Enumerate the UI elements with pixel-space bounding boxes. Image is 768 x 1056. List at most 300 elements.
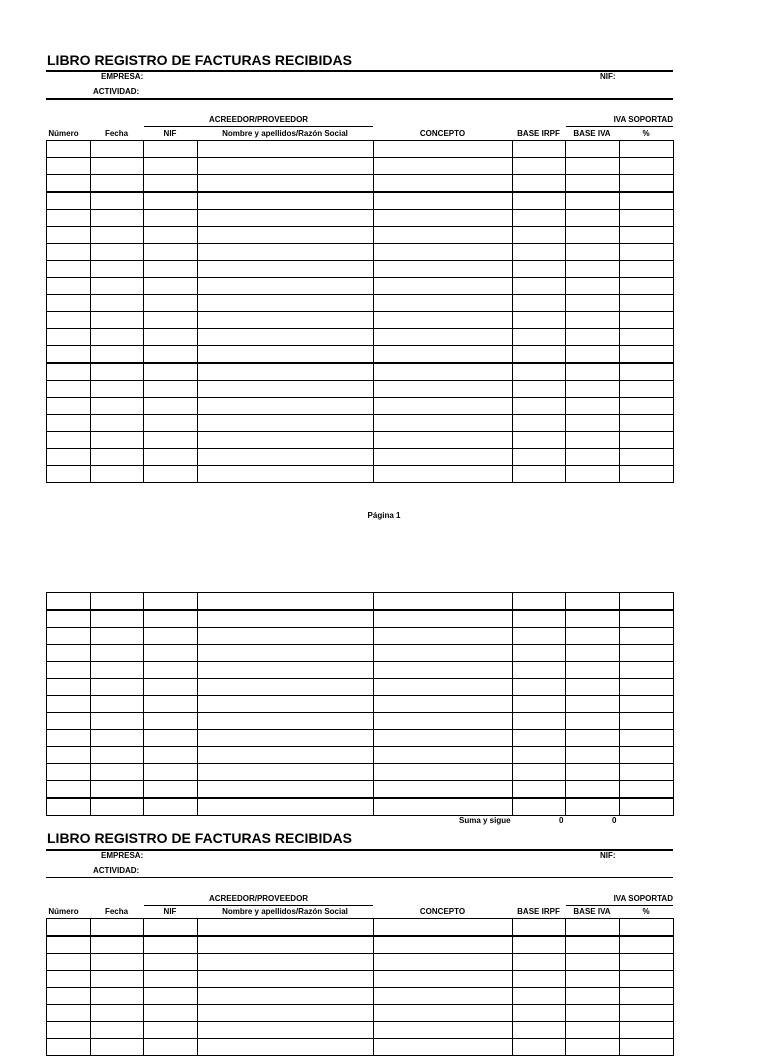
cell-base-iva[interactable] [566,415,620,432]
cell-concepto[interactable] [374,593,513,611]
cell-nif[interactable] [144,278,198,295]
cell-base-irpf[interactable] [513,227,566,244]
cell-fecha[interactable] [91,1022,144,1039]
cell-fecha[interactable] [91,415,144,432]
cell-numero[interactable] [47,628,91,645]
cell-nombre[interactable] [198,312,374,329]
cell-concepto[interactable] [374,244,513,261]
cell-nif[interactable] [144,192,198,210]
cell-nombre[interactable] [198,919,374,937]
cell-base-iva[interactable] [566,747,620,764]
cell-concepto[interactable] [374,312,513,329]
cell-base-irpf[interactable] [513,261,566,278]
cell-base-irpf[interactable] [513,244,566,261]
cell-percent[interactable] [620,346,674,364]
cell-base-irpf[interactable] [513,662,566,679]
cell-numero[interactable] [47,679,91,696]
cell-percent[interactable] [620,312,674,329]
cell-nombre[interactable] [198,398,374,415]
cell-base-irpf[interactable] [513,141,566,158]
cell-numero[interactable] [47,936,91,954]
cell-base-iva[interactable] [566,432,620,449]
cell-nombre[interactable] [198,610,374,628]
cell-concepto[interactable] [374,278,513,295]
cell-percent[interactable] [620,971,674,988]
cell-percent[interactable] [620,1039,674,1056]
cell-nif[interactable] [144,210,198,227]
cell-nombre[interactable] [198,1005,374,1022]
cell-base-iva[interactable] [566,278,620,295]
cell-nif[interactable] [144,449,198,466]
cell-numero[interactable] [47,381,91,398]
cell-fecha[interactable] [91,798,144,816]
cell-numero[interactable] [47,610,91,628]
cell-fecha[interactable] [91,278,144,295]
cell-fecha[interactable] [91,432,144,449]
cell-concepto[interactable] [374,295,513,312]
cell-nombre[interactable] [198,645,374,662]
cell-base-iva[interactable] [566,261,620,278]
cell-numero[interactable] [47,919,91,937]
cell-concepto[interactable] [374,662,513,679]
cell-fecha[interactable] [91,158,144,175]
cell-concepto[interactable] [374,781,513,799]
cell-numero[interactable] [47,312,91,329]
cell-numero[interactable] [47,415,91,432]
cell-fecha[interactable] [91,261,144,278]
cell-base-irpf[interactable] [513,432,566,449]
cell-base-iva[interactable] [566,936,620,954]
cell-base-irpf[interactable] [513,278,566,295]
cell-percent[interactable] [620,141,674,158]
cell-fecha[interactable] [91,295,144,312]
cell-nombre[interactable] [198,175,374,193]
cell-concepto[interactable] [374,645,513,662]
cell-nombre[interactable] [198,466,374,483]
cell-base-irpf[interactable] [513,1039,566,1056]
cell-nif[interactable] [144,610,198,628]
cell-fecha[interactable] [91,936,144,954]
cell-numero[interactable] [47,141,91,158]
cell-base-irpf[interactable] [513,610,566,628]
cell-concepto[interactable] [374,192,513,210]
cell-nif[interactable] [144,398,198,415]
cell-nombre[interactable] [198,432,374,449]
cell-nif[interactable] [144,730,198,747]
cell-base-iva[interactable] [566,466,620,483]
cell-nombre[interactable] [198,1022,374,1039]
cell-base-iva[interactable] [566,158,620,175]
cell-base-irpf[interactable] [513,730,566,747]
cell-base-iva[interactable] [566,610,620,628]
cell-percent[interactable] [620,610,674,628]
cell-fecha[interactable] [91,781,144,799]
cell-percent[interactable] [620,278,674,295]
cell-nif[interactable] [144,662,198,679]
cell-concepto[interactable] [374,158,513,175]
cell-nif[interactable] [144,261,198,278]
cell-percent[interactable] [620,398,674,415]
cell-fecha[interactable] [91,210,144,227]
cell-nombre[interactable] [198,1039,374,1056]
cell-nombre[interactable] [198,696,374,713]
cell-fecha[interactable] [91,329,144,346]
cell-percent[interactable] [620,713,674,730]
cell-fecha[interactable] [91,610,144,628]
cell-concepto[interactable] [374,1005,513,1022]
cell-nombre[interactable] [198,781,374,799]
cell-nif[interactable] [144,141,198,158]
cell-percent[interactable] [620,329,674,346]
cell-fecha[interactable] [91,645,144,662]
cell-nombre[interactable] [198,244,374,261]
cell-base-irpf[interactable] [513,158,566,175]
cell-concepto[interactable] [374,1039,513,1056]
cell-fecha[interactable] [91,764,144,781]
cell-nif[interactable] [144,1022,198,1039]
cell-base-iva[interactable] [566,449,620,466]
cell-base-iva[interactable] [566,1039,620,1056]
cell-concepto[interactable] [374,432,513,449]
cell-fecha[interactable] [91,244,144,261]
cell-base-iva[interactable] [566,696,620,713]
cell-numero[interactable] [47,329,91,346]
cell-percent[interactable] [620,696,674,713]
cell-base-irpf[interactable] [513,798,566,816]
cell-base-iva[interactable] [566,679,620,696]
cell-nif[interactable] [144,1005,198,1022]
cell-numero[interactable] [47,363,91,381]
cell-base-iva[interactable] [566,764,620,781]
cell-percent[interactable] [620,466,674,483]
cell-base-irpf[interactable] [513,954,566,971]
cell-base-irpf[interactable] [513,919,566,937]
cell-base-iva[interactable] [566,593,620,611]
cell-nif[interactable] [144,798,198,816]
cell-concepto[interactable] [374,329,513,346]
cell-percent[interactable] [620,210,674,227]
cell-numero[interactable] [47,747,91,764]
cell-base-iva[interactable] [566,713,620,730]
cell-fecha[interactable] [91,449,144,466]
cell-numero[interactable] [47,730,91,747]
cell-nombre[interactable] [198,278,374,295]
cell-fecha[interactable] [91,954,144,971]
cell-base-iva[interactable] [566,244,620,261]
cell-numero[interactable] [47,210,91,227]
cell-base-irpf[interactable] [513,398,566,415]
cell-percent[interactable] [620,781,674,799]
cell-numero[interactable] [47,662,91,679]
cell-percent[interactable] [620,1005,674,1022]
cell-numero[interactable] [47,346,91,364]
cell-nombre[interactable] [198,210,374,227]
cell-numero[interactable] [47,192,91,210]
cell-concepto[interactable] [374,1022,513,1039]
cell-nif[interactable] [144,781,198,799]
cell-numero[interactable] [47,244,91,261]
cell-percent[interactable] [620,919,674,937]
cell-nombre[interactable] [198,662,374,679]
cell-concepto[interactable] [374,747,513,764]
cell-fecha[interactable] [91,730,144,747]
cell-numero[interactable] [47,645,91,662]
cell-numero[interactable] [47,278,91,295]
cell-nif[interactable] [144,954,198,971]
cell-base-iva[interactable] [566,971,620,988]
cell-base-iva[interactable] [566,346,620,364]
cell-base-iva[interactable] [566,398,620,415]
cell-numero[interactable] [47,954,91,971]
cell-nombre[interactable] [198,798,374,816]
cell-nif[interactable] [144,971,198,988]
cell-percent[interactable] [620,662,674,679]
cell-nombre[interactable] [198,713,374,730]
cell-numero[interactable] [47,798,91,816]
cell-fecha[interactable] [91,696,144,713]
cell-nif[interactable] [144,713,198,730]
cell-percent[interactable] [620,158,674,175]
cell-base-irpf[interactable] [513,696,566,713]
cell-base-iva[interactable] [566,662,620,679]
cell-concepto[interactable] [374,696,513,713]
cell-nif[interactable] [144,346,198,364]
cell-base-iva[interactable] [566,798,620,816]
cell-numero[interactable] [47,593,91,611]
cell-nif[interactable] [144,696,198,713]
cell-concepto[interactable] [374,730,513,747]
cell-base-irpf[interactable] [513,449,566,466]
cell-percent[interactable] [620,730,674,747]
cell-nombre[interactable] [198,415,374,432]
cell-nombre[interactable] [198,971,374,988]
cell-fecha[interactable] [91,1005,144,1022]
cell-numero[interactable] [47,295,91,312]
cell-base-irpf[interactable] [513,781,566,799]
cell-percent[interactable] [620,593,674,611]
cell-fecha[interactable] [91,363,144,381]
cell-base-irpf[interactable] [513,936,566,954]
cell-numero[interactable] [47,764,91,781]
cell-nif[interactable] [144,593,198,611]
cell-percent[interactable] [620,192,674,210]
cell-nif[interactable] [144,295,198,312]
cell-nif[interactable] [144,628,198,645]
cell-nif[interactable] [144,312,198,329]
cell-base-irpf[interactable] [513,192,566,210]
cell-fecha[interactable] [91,175,144,193]
cell-base-irpf[interactable] [513,593,566,611]
cell-base-iva[interactable] [566,227,620,244]
cell-nif[interactable] [144,645,198,662]
cell-base-iva[interactable] [566,192,620,210]
cell-concepto[interactable] [374,210,513,227]
cell-nombre[interactable] [198,227,374,244]
cell-numero[interactable] [47,261,91,278]
cell-fecha[interactable] [91,971,144,988]
cell-base-irpf[interactable] [513,415,566,432]
cell-percent[interactable] [620,415,674,432]
cell-fecha[interactable] [91,227,144,244]
cell-fecha[interactable] [91,1039,144,1056]
cell-numero[interactable] [47,466,91,483]
cell-nombre[interactable] [198,954,374,971]
cell-nombre[interactable] [198,381,374,398]
cell-concepto[interactable] [374,175,513,193]
cell-fecha[interactable] [91,381,144,398]
cell-concepto[interactable] [374,919,513,937]
cell-base-irpf[interactable] [513,295,566,312]
cell-numero[interactable] [47,1039,91,1056]
cell-numero[interactable] [47,1022,91,1039]
cell-base-iva[interactable] [566,1022,620,1039]
cell-base-irpf[interactable] [513,312,566,329]
cell-fecha[interactable] [91,312,144,329]
cell-base-iva[interactable] [566,141,620,158]
cell-concepto[interactable] [374,449,513,466]
cell-nombre[interactable] [198,295,374,312]
cell-nombre[interactable] [198,936,374,954]
cell-fecha[interactable] [91,141,144,158]
cell-concepto[interactable] [374,764,513,781]
cell-base-iva[interactable] [566,1005,620,1022]
cell-numero[interactable] [47,398,91,415]
cell-base-iva[interactable] [566,381,620,398]
cell-numero[interactable] [47,988,91,1005]
cell-nif[interactable] [144,466,198,483]
cell-nombre[interactable] [198,747,374,764]
cell-nombre[interactable] [198,346,374,364]
cell-base-iva[interactable] [566,645,620,662]
cell-fecha[interactable] [91,988,144,1005]
cell-base-iva[interactable] [566,329,620,346]
cell-nif[interactable] [144,415,198,432]
cell-concepto[interactable] [374,936,513,954]
cell-nif[interactable] [144,679,198,696]
cell-concepto[interactable] [374,798,513,816]
cell-percent[interactable] [620,175,674,193]
cell-concepto[interactable] [374,466,513,483]
cell-nombre[interactable] [198,329,374,346]
cell-nombre[interactable] [198,363,374,381]
cell-base-irpf[interactable] [513,713,566,730]
cell-percent[interactable] [620,449,674,466]
cell-numero[interactable] [47,449,91,466]
cell-percent[interactable] [620,628,674,645]
cell-nombre[interactable] [198,261,374,278]
cell-base-irpf[interactable] [513,363,566,381]
cell-concepto[interactable] [374,381,513,398]
cell-base-irpf[interactable] [513,175,566,193]
cell-nombre[interactable] [198,679,374,696]
cell-base-iva[interactable] [566,919,620,937]
cell-nif[interactable] [144,244,198,261]
cell-base-irpf[interactable] [513,971,566,988]
cell-percent[interactable] [620,645,674,662]
cell-percent[interactable] [620,679,674,696]
cell-nif[interactable] [144,988,198,1005]
cell-base-irpf[interactable] [513,466,566,483]
cell-fecha[interactable] [91,192,144,210]
cell-nif[interactable] [144,1039,198,1056]
cell-base-irpf[interactable] [513,679,566,696]
cell-nombre[interactable] [198,192,374,210]
cell-base-irpf[interactable] [513,988,566,1005]
cell-percent[interactable] [620,936,674,954]
cell-percent[interactable] [620,363,674,381]
cell-fecha[interactable] [91,713,144,730]
cell-percent[interactable] [620,227,674,244]
cell-nif[interactable] [144,764,198,781]
cell-fecha[interactable] [91,919,144,937]
cell-numero[interactable] [47,781,91,799]
cell-nombre[interactable] [198,593,374,611]
cell-base-irpf[interactable] [513,381,566,398]
cell-numero[interactable] [47,1005,91,1022]
cell-concepto[interactable] [374,141,513,158]
cell-percent[interactable] [620,295,674,312]
cell-fecha[interactable] [91,346,144,364]
cell-numero[interactable] [47,971,91,988]
cell-concepto[interactable] [374,363,513,381]
cell-fecha[interactable] [91,628,144,645]
cell-base-irpf[interactable] [513,764,566,781]
cell-base-iva[interactable] [566,295,620,312]
cell-nif[interactable] [144,227,198,244]
cell-nif[interactable] [144,381,198,398]
cell-base-irpf[interactable] [513,628,566,645]
cell-fecha[interactable] [91,466,144,483]
cell-percent[interactable] [620,764,674,781]
cell-concepto[interactable] [374,988,513,1005]
cell-base-irpf[interactable] [513,1022,566,1039]
cell-concepto[interactable] [374,971,513,988]
cell-percent[interactable] [620,381,674,398]
cell-nif[interactable] [144,936,198,954]
cell-base-iva[interactable] [566,175,620,193]
cell-percent[interactable] [620,988,674,1005]
cell-percent[interactable] [620,261,674,278]
cell-concepto[interactable] [374,954,513,971]
cell-numero[interactable] [47,175,91,193]
cell-percent[interactable] [620,954,674,971]
cell-numero[interactable] [47,432,91,449]
cell-nombre[interactable] [198,158,374,175]
cell-numero[interactable] [47,227,91,244]
cell-nombre[interactable] [198,730,374,747]
cell-fecha[interactable] [91,747,144,764]
cell-concepto[interactable] [374,713,513,730]
cell-numero[interactable] [47,713,91,730]
cell-nif[interactable] [144,363,198,381]
cell-nombre[interactable] [198,449,374,466]
cell-nif[interactable] [144,919,198,937]
cell-concepto[interactable] [374,610,513,628]
cell-base-irpf[interactable] [513,346,566,364]
cell-base-iva[interactable] [566,363,620,381]
cell-nif[interactable] [144,747,198,764]
cell-fecha[interactable] [91,662,144,679]
cell-nombre[interactable] [198,141,374,158]
cell-base-irpf[interactable] [513,747,566,764]
cell-concepto[interactable] [374,398,513,415]
cell-base-iva[interactable] [566,312,620,329]
cell-nombre[interactable] [198,764,374,781]
cell-nif[interactable] [144,175,198,193]
cell-base-iva[interactable] [566,210,620,227]
cell-percent[interactable] [620,1022,674,1039]
cell-base-irpf[interactable] [513,210,566,227]
